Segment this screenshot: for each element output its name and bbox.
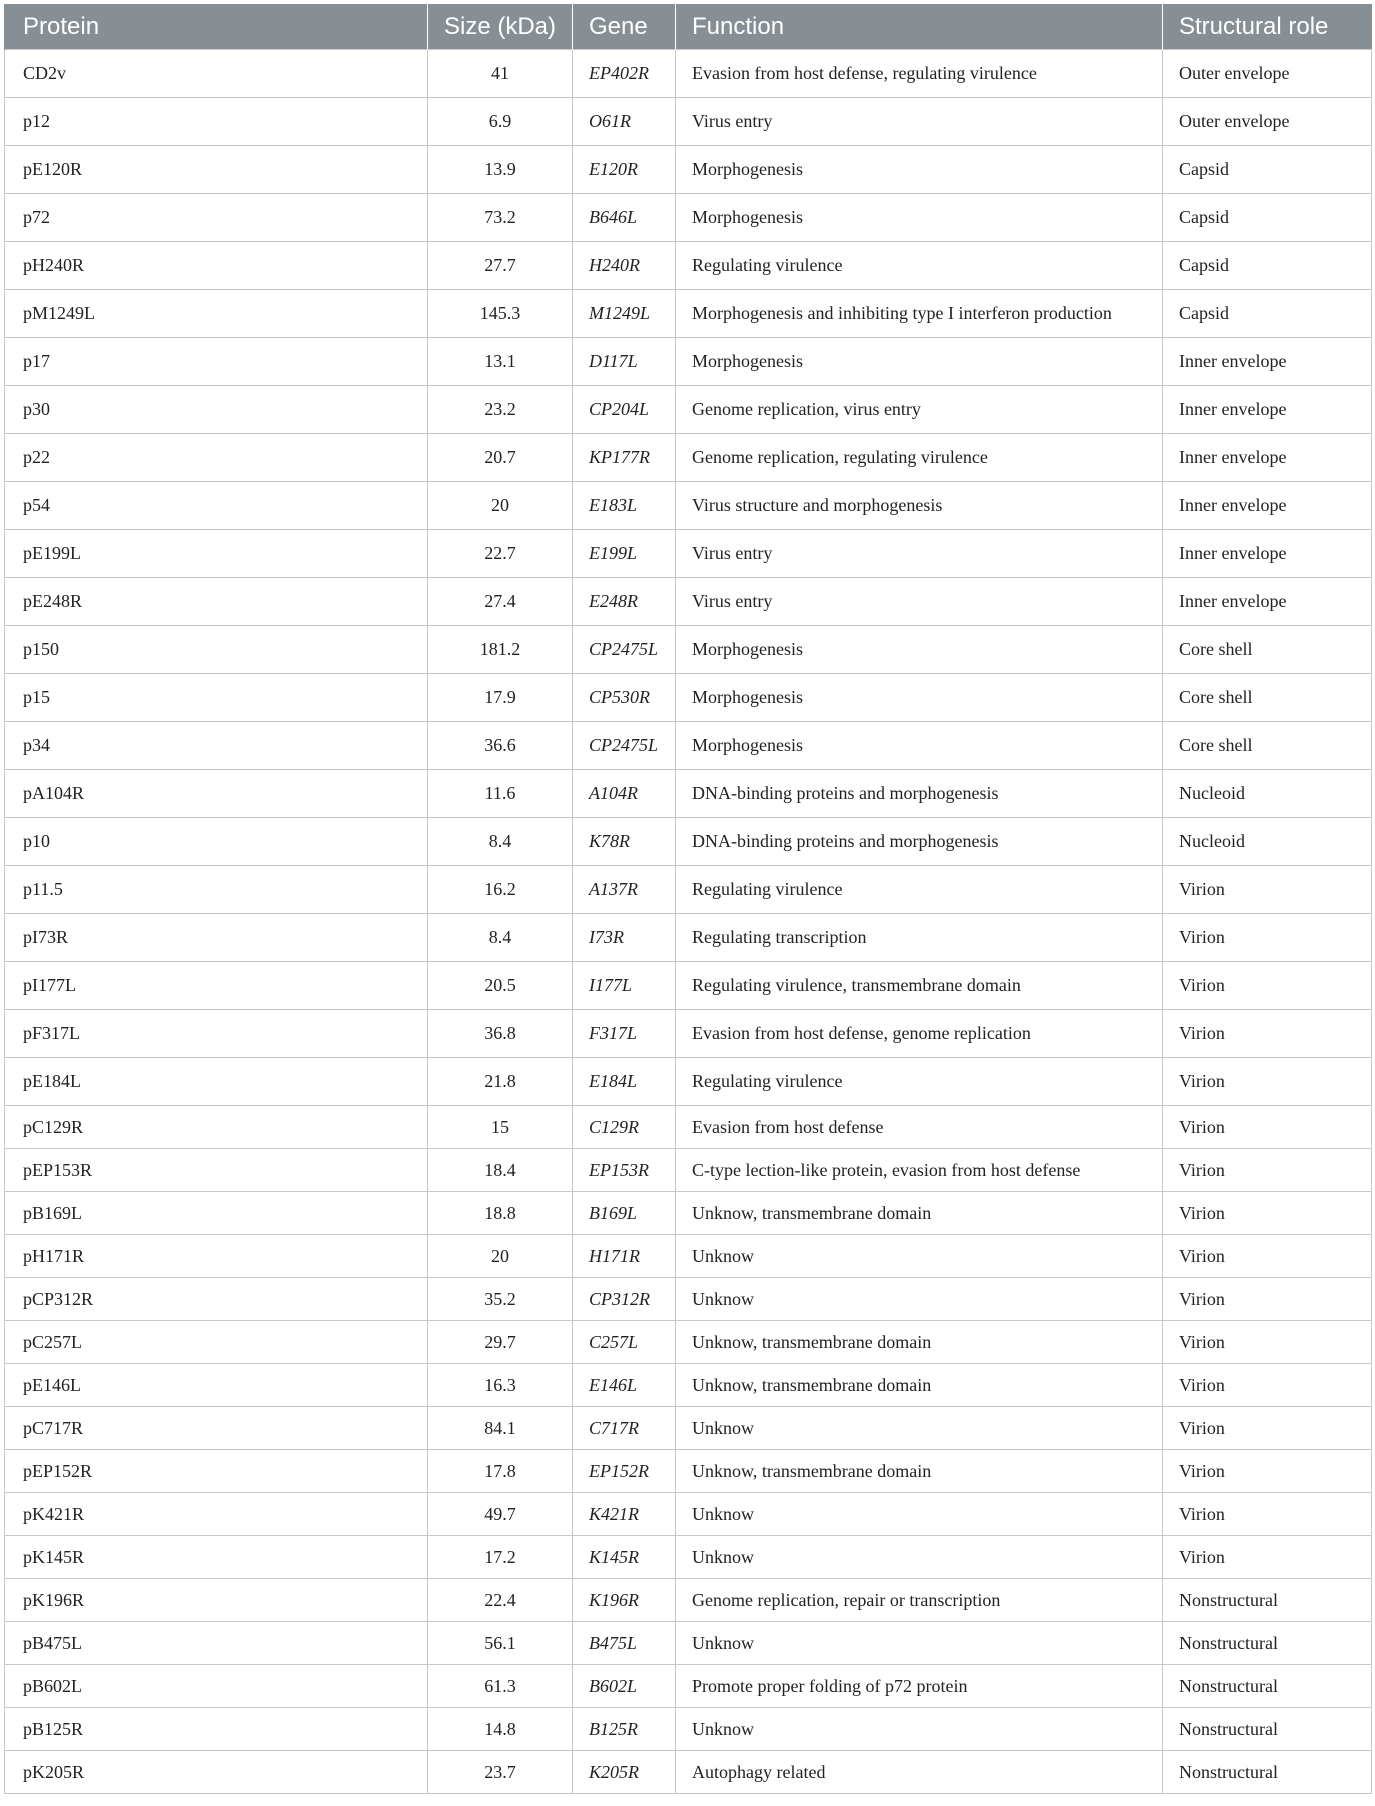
cell-gene: KP177R: [573, 434, 676, 482]
cell-gene: CP2475L: [573, 722, 676, 770]
table-row: [5, 194, 1372, 242]
cell-function: Genome replication, repair or transcription: [676, 1579, 1163, 1622]
cell-gene: E183L: [573, 482, 676, 530]
cell-size: 23.7: [428, 1751, 573, 1794]
cell-protein: pH240R: [5, 242, 428, 290]
table-row: [5, 1407, 1372, 1450]
cell-function: Unknow: [676, 1407, 1163, 1450]
cell-gene: B169L: [573, 1192, 676, 1235]
cell-function: Virus entry: [676, 578, 1163, 626]
cell-structural-role: Virion: [1163, 1493, 1372, 1536]
cell-function: Regulating virulence: [676, 1058, 1163, 1106]
table-row: [5, 722, 1372, 770]
table-row: [5, 1708, 1372, 1751]
cell-size: 18.4: [428, 1149, 573, 1192]
table-row: [5, 1321, 1372, 1364]
cell-protein: pEP153R: [5, 1149, 428, 1192]
header-protein: Protein: [5, 4, 428, 50]
cell-gene: E146L: [573, 1364, 676, 1407]
table-row: [5, 962, 1372, 1010]
cell-function: Unknow, transmembrane domain: [676, 1364, 1163, 1407]
cell-structural-role: Core shell: [1163, 722, 1372, 770]
cell-function: Genome replication, virus entry: [676, 386, 1163, 434]
cell-function: Regulating virulence, transmembrane domain: [676, 962, 1163, 1010]
cell-function: Morphogenesis: [676, 194, 1163, 242]
header-structural-role: Structural role: [1163, 4, 1372, 50]
cell-function: Morphogenesis: [676, 674, 1163, 722]
cell-protein: pB475L: [5, 1622, 428, 1665]
cell-size: 14.8: [428, 1708, 573, 1751]
cell-structural-role: Virion: [1163, 962, 1372, 1010]
table-row: [5, 866, 1372, 914]
cell-function: Morphogenesis and inhibiting type I interferon production: [676, 290, 1163, 338]
cell-size: 22.7: [428, 530, 573, 578]
cell-gene: I73R: [573, 914, 676, 962]
cell-structural-role: Virion: [1163, 1149, 1372, 1192]
cell-protein: pB125R: [5, 1708, 428, 1751]
cell-gene: C257L: [573, 1321, 676, 1364]
cell-gene: E248R: [573, 578, 676, 626]
cell-protein: pC257L: [5, 1321, 428, 1364]
table-row: [5, 98, 1372, 146]
cell-function: Promote proper folding of p72 protein: [676, 1665, 1163, 1708]
cell-size: 21.8: [428, 1058, 573, 1106]
header-gene: Gene: [573, 4, 676, 50]
table-row: [5, 1010, 1372, 1058]
cell-gene: E120R: [573, 146, 676, 194]
cell-structural-role: Inner envelope: [1163, 434, 1372, 482]
table-body: [5, 50, 1372, 1794]
cell-size: 73.2: [428, 194, 573, 242]
table-row: [5, 434, 1372, 482]
table-row: [5, 338, 1372, 386]
cell-function: Unknow, transmembrane domain: [676, 1321, 1163, 1364]
table-row: [5, 146, 1372, 194]
table-row: [5, 1579, 1372, 1622]
cell-size: 16.3: [428, 1364, 573, 1407]
cell-protein: pC129R: [5, 1106, 428, 1149]
cell-structural-role: Virion: [1163, 1010, 1372, 1058]
cell-function: Morphogenesis: [676, 722, 1163, 770]
table-row: [5, 1536, 1372, 1579]
cell-size: 8.4: [428, 914, 573, 962]
protein-table: [4, 4, 1372, 1794]
cell-size: 13.1: [428, 338, 573, 386]
cell-structural-role: Capsid: [1163, 242, 1372, 290]
cell-protein: p72: [5, 194, 428, 242]
cell-protein: pM1249L: [5, 290, 428, 338]
cell-gene: K421R: [573, 1493, 676, 1536]
cell-size: 17.9: [428, 674, 573, 722]
cell-size: 41: [428, 50, 573, 98]
table-row: [5, 1058, 1372, 1106]
cell-protein: p11.5: [5, 866, 428, 914]
table-row: [5, 770, 1372, 818]
header-row: [5, 4, 1372, 50]
cell-protein: p15: [5, 674, 428, 722]
cell-function: Regulating transcription: [676, 914, 1163, 962]
cell-function: Morphogenesis: [676, 626, 1163, 674]
table-row: [5, 1235, 1372, 1278]
cell-gene: CP2475L: [573, 626, 676, 674]
cell-function: Unknow: [676, 1278, 1163, 1321]
cell-function: Unknow, transmembrane domain: [676, 1450, 1163, 1493]
table-row: [5, 1278, 1372, 1321]
cell-protein: pCP312R: [5, 1278, 428, 1321]
cell-gene: H171R: [573, 1235, 676, 1278]
cell-protein: pB169L: [5, 1192, 428, 1235]
cell-size: 20: [428, 482, 573, 530]
cell-size: 8.4: [428, 818, 573, 866]
cell-size: 181.2: [428, 626, 573, 674]
table-row: [5, 1622, 1372, 1665]
table-row: [5, 626, 1372, 674]
cell-protein: pI177L: [5, 962, 428, 1010]
header-function: Function: [676, 4, 1163, 50]
cell-gene: D117L: [573, 338, 676, 386]
table-row: [5, 674, 1372, 722]
cell-gene: EP402R: [573, 50, 676, 98]
cell-gene: O61R: [573, 98, 676, 146]
cell-protein: p22: [5, 434, 428, 482]
cell-gene: EP153R: [573, 1149, 676, 1192]
cell-size: 36.8: [428, 1010, 573, 1058]
cell-size: 29.7: [428, 1321, 573, 1364]
cell-size: 17.2: [428, 1536, 573, 1579]
table-row: [5, 1149, 1372, 1192]
cell-protein: pA104R: [5, 770, 428, 818]
cell-gene: C129R: [573, 1106, 676, 1149]
cell-function: Morphogenesis: [676, 146, 1163, 194]
cell-function: Evasion from host defense, genome replication: [676, 1010, 1163, 1058]
cell-protein: pEP152R: [5, 1450, 428, 1493]
cell-function: Unknow: [676, 1708, 1163, 1751]
cell-protein: pK205R: [5, 1751, 428, 1794]
cell-size: 36.6: [428, 722, 573, 770]
cell-size: 20: [428, 1235, 573, 1278]
cell-function: Regulating virulence: [676, 866, 1163, 914]
cell-protein: pE184L: [5, 1058, 428, 1106]
cell-function: Virus entry: [676, 530, 1163, 578]
cell-size: 35.2: [428, 1278, 573, 1321]
table-row: [5, 530, 1372, 578]
cell-function: C-type lection-like protein, evasion from host defense: [676, 1149, 1163, 1192]
cell-gene: A104R: [573, 770, 676, 818]
cell-gene: I177L: [573, 962, 676, 1010]
cell-protein: p12: [5, 98, 428, 146]
cell-function: DNA-binding proteins and morphogenesis: [676, 818, 1163, 866]
cell-structural-role: Nonstructural: [1163, 1622, 1372, 1665]
cell-structural-role: Virion: [1163, 1106, 1372, 1149]
table-row: [5, 914, 1372, 962]
cell-gene: K145R: [573, 1536, 676, 1579]
cell-size: 49.7: [428, 1493, 573, 1536]
cell-size: 11.6: [428, 770, 573, 818]
cell-size: 16.2: [428, 866, 573, 914]
cell-structural-role: Inner envelope: [1163, 338, 1372, 386]
cell-structural-role: Virion: [1163, 1058, 1372, 1106]
cell-gene: E199L: [573, 530, 676, 578]
cell-protein: pF317L: [5, 1010, 428, 1058]
cell-protein: pC717R: [5, 1407, 428, 1450]
cell-gene: B602L: [573, 1665, 676, 1708]
cell-size: 84.1: [428, 1407, 573, 1450]
cell-size: 20.7: [428, 434, 573, 482]
cell-protein: pE120R: [5, 146, 428, 194]
cell-size: 145.3: [428, 290, 573, 338]
header-size: Size (kDa): [428, 4, 573, 50]
cell-structural-role: Nonstructural: [1163, 1665, 1372, 1708]
cell-structural-role: Capsid: [1163, 194, 1372, 242]
cell-function: Evasion from host defense: [676, 1106, 1163, 1149]
cell-function: Virus entry: [676, 98, 1163, 146]
cell-gene: K196R: [573, 1579, 676, 1622]
cell-gene: CP312R: [573, 1278, 676, 1321]
table-row: [5, 1450, 1372, 1493]
cell-structural-role: Nonstructural: [1163, 1708, 1372, 1751]
cell-function: Unknow: [676, 1493, 1163, 1536]
cell-gene: B475L: [573, 1622, 676, 1665]
cell-gene: K205R: [573, 1751, 676, 1794]
cell-size: 22.4: [428, 1579, 573, 1622]
cell-gene: EP152R: [573, 1450, 676, 1493]
cell-gene: H240R: [573, 242, 676, 290]
cell-structural-role: Nucleoid: [1163, 818, 1372, 866]
cell-structural-role: Inner envelope: [1163, 530, 1372, 578]
table-row: [5, 1493, 1372, 1536]
cell-structural-role: Virion: [1163, 1235, 1372, 1278]
cell-structural-role: Nonstructural: [1163, 1751, 1372, 1794]
cell-structural-role: Virion: [1163, 914, 1372, 962]
cell-size: 15: [428, 1106, 573, 1149]
cell-size: 18.8: [428, 1192, 573, 1235]
table-header: [5, 4, 1372, 50]
cell-structural-role: Inner envelope: [1163, 386, 1372, 434]
cell-size: 20.5: [428, 962, 573, 1010]
cell-gene: M1249L: [573, 290, 676, 338]
cell-structural-role: Virion: [1163, 1364, 1372, 1407]
protein-table-container: [4, 4, 1371, 1794]
cell-gene: C717R: [573, 1407, 676, 1450]
table-row: [5, 578, 1372, 626]
cell-structural-role: Capsid: [1163, 290, 1372, 338]
cell-size: 27.7: [428, 242, 573, 290]
cell-function: Regulating virulence: [676, 242, 1163, 290]
cell-gene: F317L: [573, 1010, 676, 1058]
table-row: [5, 1665, 1372, 1708]
cell-protein: p54: [5, 482, 428, 530]
cell-protein: pI73R: [5, 914, 428, 962]
cell-protein: p30: [5, 386, 428, 434]
cell-size: 6.9: [428, 98, 573, 146]
table-row: [5, 290, 1372, 338]
cell-protein: pE248R: [5, 578, 428, 626]
cell-structural-role: Nonstructural: [1163, 1579, 1372, 1622]
cell-gene: B646L: [573, 194, 676, 242]
cell-protein: pB602L: [5, 1665, 428, 1708]
cell-function: DNA-binding proteins and morphogenesis: [676, 770, 1163, 818]
cell-structural-role: Core shell: [1163, 674, 1372, 722]
cell-protein: pK421R: [5, 1493, 428, 1536]
table-row: [5, 50, 1372, 98]
cell-structural-role: Virion: [1163, 866, 1372, 914]
cell-function: Unknow, transmembrane domain: [676, 1192, 1163, 1235]
cell-gene: K78R: [573, 818, 676, 866]
table-row: [5, 1751, 1372, 1794]
cell-function: Genome replication, regulating virulence: [676, 434, 1163, 482]
cell-gene: B125R: [573, 1708, 676, 1751]
cell-protein: pE146L: [5, 1364, 428, 1407]
cell-protein: p34: [5, 722, 428, 770]
cell-function: Autophagy related: [676, 1751, 1163, 1794]
cell-size: 27.4: [428, 578, 573, 626]
cell-structural-role: Capsid: [1163, 146, 1372, 194]
cell-protein: pK145R: [5, 1536, 428, 1579]
cell-size: 23.2: [428, 386, 573, 434]
cell-function: Morphogenesis: [676, 338, 1163, 386]
cell-structural-role: Inner envelope: [1163, 482, 1372, 530]
cell-protein: p150: [5, 626, 428, 674]
cell-structural-role: Inner envelope: [1163, 578, 1372, 626]
cell-gene: E184L: [573, 1058, 676, 1106]
cell-gene: CP530R: [573, 674, 676, 722]
cell-protein: p10: [5, 818, 428, 866]
cell-protein: pH171R: [5, 1235, 428, 1278]
cell-function: Unknow: [676, 1622, 1163, 1665]
cell-structural-role: Virion: [1163, 1278, 1372, 1321]
cell-structural-role: Outer envelope: [1163, 98, 1372, 146]
table-row: [5, 386, 1372, 434]
cell-structural-role: Nucleoid: [1163, 770, 1372, 818]
cell-structural-role: Outer envelope: [1163, 50, 1372, 98]
cell-gene: CP204L: [573, 386, 676, 434]
cell-structural-role: Virion: [1163, 1536, 1372, 1579]
cell-protein: pK196R: [5, 1579, 428, 1622]
cell-structural-role: Virion: [1163, 1407, 1372, 1450]
table-row: [5, 818, 1372, 866]
cell-structural-role: Virion: [1163, 1321, 1372, 1364]
cell-size: 56.1: [428, 1622, 573, 1665]
cell-protein: p17: [5, 338, 428, 386]
cell-structural-role: Core shell: [1163, 626, 1372, 674]
cell-structural-role: Virion: [1163, 1450, 1372, 1493]
cell-function: Evasion from host defense, regulating virulence: [676, 50, 1163, 98]
cell-protein: CD2v: [5, 50, 428, 98]
cell-structural-role: Virion: [1163, 1192, 1372, 1235]
table-row: [5, 482, 1372, 530]
cell-size: 61.3: [428, 1665, 573, 1708]
table-row: [5, 1192, 1372, 1235]
table-row: [5, 1364, 1372, 1407]
cell-function: Unknow: [676, 1235, 1163, 1278]
cell-function: Virus structure and morphogenesis: [676, 482, 1163, 530]
cell-function: Unknow: [676, 1536, 1163, 1579]
cell-gene: A137R: [573, 866, 676, 914]
cell-protein: pE199L: [5, 530, 428, 578]
table-row: [5, 242, 1372, 290]
cell-size: 17.8: [428, 1450, 573, 1493]
cell-size: 13.9: [428, 146, 573, 194]
table-row: [5, 1106, 1372, 1149]
